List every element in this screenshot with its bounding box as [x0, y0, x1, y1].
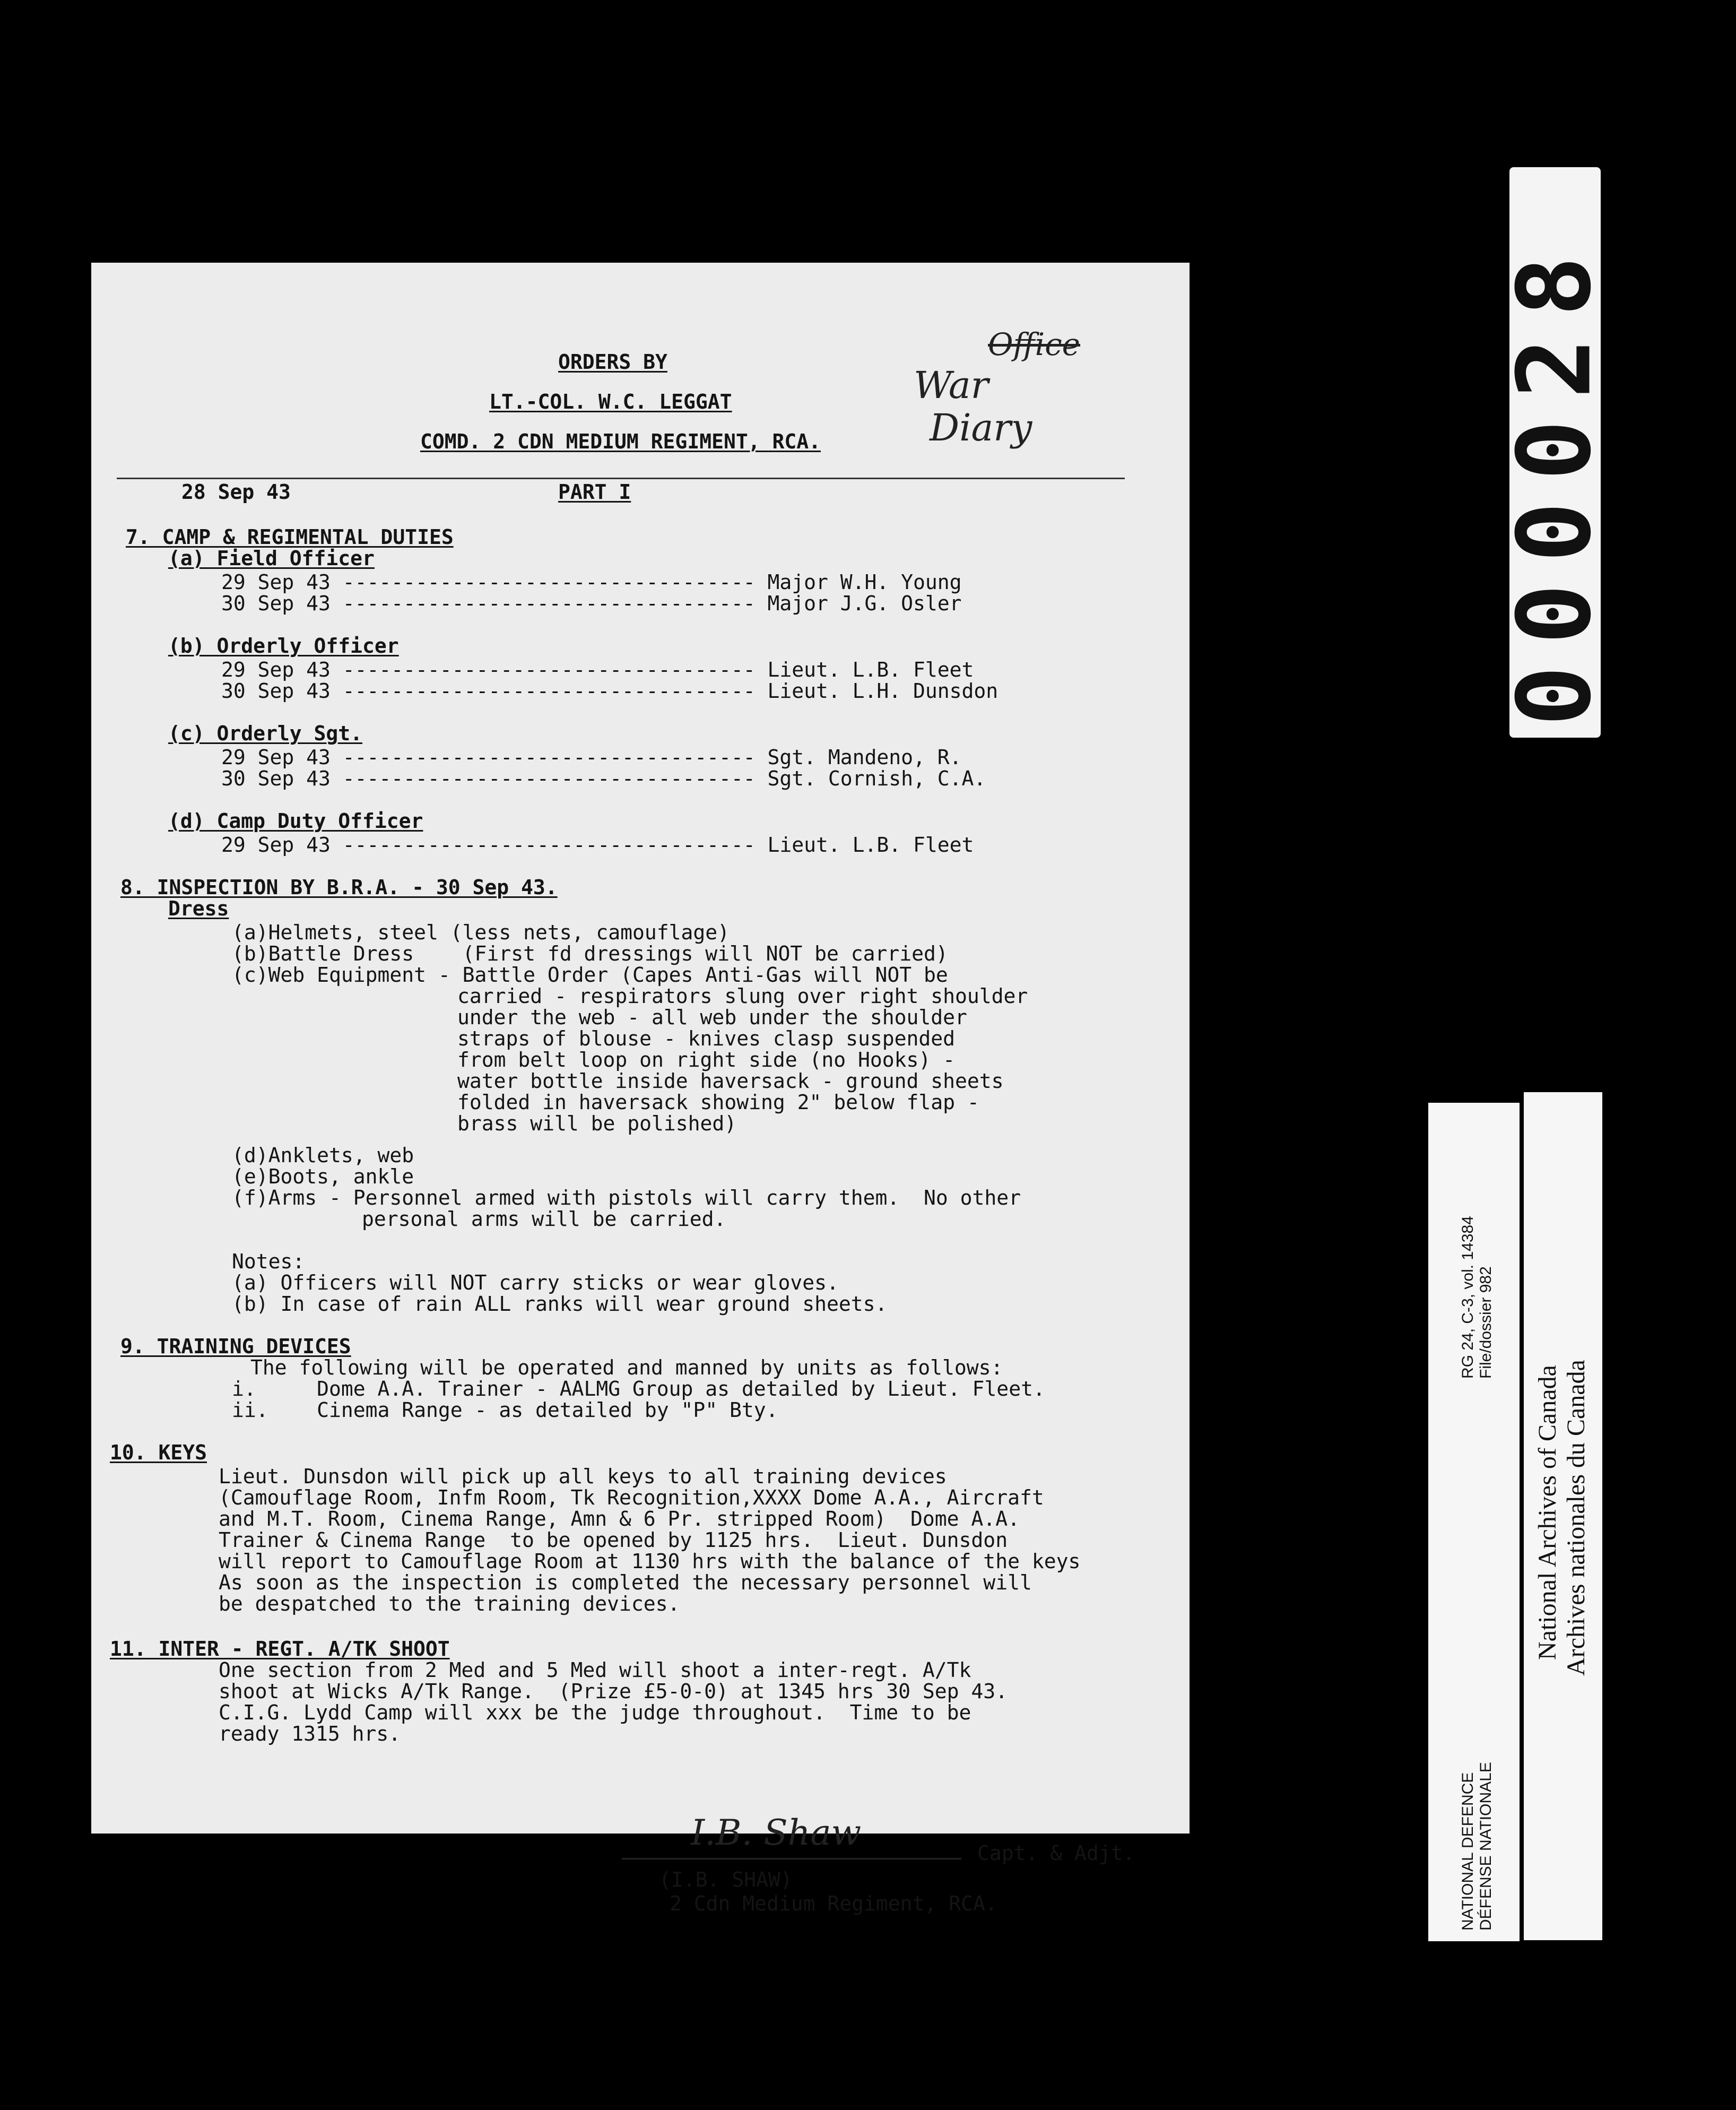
section-11-title: 11. INTER - REGT. A/TK SHOOT	[110, 1637, 450, 1661]
s11-line-4: ready 1315 hrs.	[219, 1722, 401, 1745]
s10-line-3: and M.T. Room, Cinema Range, Amn & 6 Pr. stripped Room) Dome A.A.	[219, 1507, 1020, 1530]
s8-note-a: (a) Officers will NOT carry sticks or wear gloves.	[232, 1271, 839, 1294]
department-en: NATIONAL DEFENCE	[1459, 1772, 1477, 1931]
signature-line	[622, 1858, 961, 1860]
archives-canada-label	[1524, 1092, 1602, 1940]
s10-line-2: (Camouflage Room, Infm Room, Tk Recognition,XXXX Dome A.A., Aircraft	[219, 1486, 1044, 1509]
s8-line-7: from belt loop on right side (no Hooks) -	[457, 1048, 955, 1071]
archive-reference-label	[1428, 1103, 1520, 1941]
s7-camp-duty-officer: (d) Camp Duty Officer	[168, 809, 423, 833]
order-date: 28 Sep 43	[181, 480, 291, 504]
s8-line-8: water bottle inside haversack - ground sheets	[457, 1069, 1004, 1093]
section-7-title: 7. CAMP & REGIMENTAL DUTIES	[126, 525, 454, 549]
archives-name-fr: Archives nationales du Canada	[1562, 1360, 1590, 1676]
s11-line-3: C.I.G. Lydd Camp will xxx be the judge throughout. Time to be	[219, 1701, 971, 1724]
part-label: PART I	[558, 480, 631, 504]
section-10-title: 10. KEYS	[110, 1441, 207, 1464]
s8-line-11: (d)Anklets, web	[232, 1144, 414, 1167]
s7-b-line-2: 30 Sep 43 ---------------------------------- Lieut. L.H. Dunsdon	[221, 679, 999, 703]
s8-note-b: (b) In case of rain ALL ranks will wear ground sheets.	[232, 1292, 888, 1316]
s7-orderly-officer: (b) Orderly Officer	[168, 634, 399, 658]
frame-number: 000028	[1496, 235, 1613, 727]
document-page	[91, 263, 1190, 1915]
handwritten-war: War	[914, 364, 989, 407]
s7-a-line-2: 30 Sep 43 ---------------------------------- Major J.G. Osler	[221, 592, 962, 615]
s10-line-6: As soon as the inspection is completed the necessary personnel will	[219, 1571, 1032, 1594]
header-orders-by: ORDERS BY	[558, 350, 667, 374]
s8-line-5: under the web - all web under the shoulder	[457, 1006, 967, 1029]
header-regiment: COMD. 2 CDN MEDIUM REGIMENT, RCA.	[420, 430, 821, 453]
signature-title: Capt. & Adjt.	[977, 1841, 1135, 1865]
frame-number-panel	[1496, 167, 1613, 738]
s7-c-line-1: 29 Sep 43 ---------------------------------- Sgt. Mandeno, R.	[221, 746, 962, 769]
s7-field-officer: (a) Field Officer	[168, 547, 375, 570]
signature-unit: 2 Cdn Medium Regiment, RCA.	[670, 1892, 997, 1915]
s7-c-line-2: 30 Sep 43 ---------------------------------- Sgt. Cornish, C.A.	[221, 767, 986, 790]
s8-line-6: straps of blouse - knives clasp suspended	[457, 1027, 955, 1050]
s8-line-4: carried - respirators slung over right shoulder	[457, 984, 1028, 1008]
archives-name-en: National Archives of Canada	[1533, 1365, 1561, 1660]
s8-line-1: (a)Helmets, steel (less nets, camouflage)	[232, 921, 730, 944]
s7-a-line-1: 29 Sep 43 ---------------------------------- Major W.H. Young	[221, 570, 962, 594]
s10-line-4: Trainer & Cinema Range to be opened by 1125 hrs. Lieut. Dunsdon	[219, 1528, 1008, 1552]
signature-name: (I.B. SHAW)	[659, 1868, 793, 1891]
s8-line-10: brass will be polished)	[457, 1112, 737, 1135]
handwritten-diary: Diary	[930, 406, 1032, 449]
s8-line-9: folded in haversack showing 2" below flap -	[457, 1091, 979, 1114]
s9-line-1: The following will be operated and manned by units as follows:	[250, 1356, 1003, 1379]
s8-line-12: (e)Boots, ankle	[232, 1165, 414, 1188]
s8-line-3: (c)Web Equipment - Battle Order (Capes Anti-Gas will NOT be	[232, 963, 948, 987]
s8-line-2: (b)Battle Dress (First fd dressings will NOT be carried)	[232, 942, 948, 965]
archive-reference-2: File/dossier 982	[1477, 1266, 1495, 1379]
s9-line-3: ii. Cinema Range - as detailed by "P" Bty.	[232, 1398, 778, 1422]
s8-line-13: (f)Arms - Personnel armed with pistols will carry them. No other	[232, 1186, 1021, 1209]
s9-line-2: i. Dome A.A. Trainer - AALMG Group as detailed by Lieut. Fleet.	[232, 1377, 1045, 1400]
header-commander: LT.-COL. W.C. LEGGAT	[489, 390, 732, 413]
s10-line-5: will report to Camouflage Room at 1130 hrs with the balance of the keys	[219, 1550, 1081, 1573]
s8-line-14: personal arms will be carried.	[362, 1207, 726, 1231]
s10-line-1: Lieut. Dunsdon will pick up all keys to all training devices	[219, 1465, 947, 1488]
signature: I.B. Shaw	[691, 1812, 862, 1853]
s10-line-7: be despatched to the training devices.	[219, 1592, 680, 1615]
s11-line-1: One section from 2 Med and 5 Med will shoot a inter-regt. A/Tk	[219, 1658, 971, 1682]
s7-b-line-1: 29 Sep 43 ---------------------------------- Lieut. L.B. Fleet	[221, 658, 974, 681]
s7-d-line-1: 29 Sep 43 ---------------------------------- Lieut. L.B. Fleet	[221, 833, 974, 857]
s8-dress: Dress	[168, 897, 229, 920]
handwritten-office: Office	[988, 326, 1080, 362]
archive-reference-1: RG 24, C-3, vol. 14384	[1459, 1216, 1477, 1379]
header-rule	[117, 478, 1125, 479]
department-fr: DÉFENSE NATIONALE	[1477, 1762, 1495, 1931]
s7-orderly-sgt: (c) Orderly Sgt.	[168, 722, 363, 745]
section-9-title: 9. TRAINING DEVICES	[120, 1335, 351, 1358]
s11-line-2: shoot at Wicks A/Tk Range. (Prize £5-0-0) at 1345 hrs 30 Sep 43.	[219, 1680, 1008, 1703]
section-8-title: 8. INSPECTION BY B.R.A. - 30 Sep 43.	[120, 876, 558, 899]
s8-notes: Notes:	[232, 1250, 305, 1273]
